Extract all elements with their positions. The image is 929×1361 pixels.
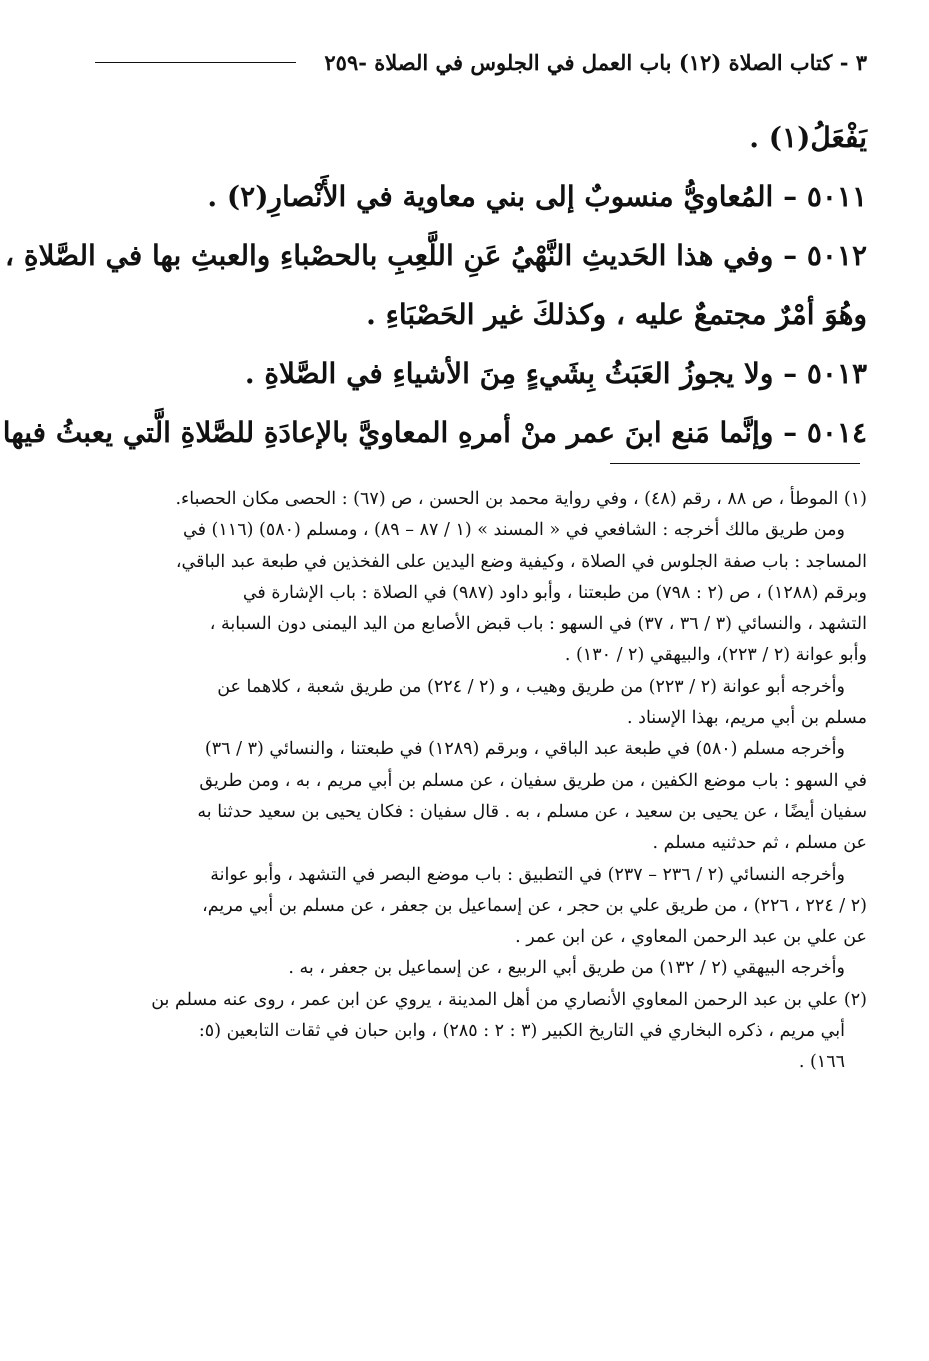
running-header (95, 42, 867, 82)
footnote-2-line: ١٦٦) . (798, 1052, 845, 1073)
footnote-1-line: وأخرجه النسائي (٢ / ٢٣٦ – ٢٣٧) في التطبيق : باب موضع البصر في التشهد ، وأبو عوانة (210, 864, 845, 885)
header-title: ٣ - كتاب الصلاة (١٢) باب العمل في الجلوس في الصلاة -٢٥٩ (324, 49, 867, 75)
footnote-1-line: سفيان أيضًا ، عن يحيى بن سعيد ، عن مسلم ، به . قال سفيان : فكان يحيى بن سعيد حدثنا به (197, 801, 867, 822)
paragraph-5014: ٥٠١٤ – وإنَّما مَنع ابنَ عمر منْ أمرهِ المعاويَّ بالإعادَةِ للصَّلاةِ الَّتي يعبثُ فيها (2, 416, 867, 449)
footnote-1-line: في السهو : باب موضع الكفين ، من طريق سفيان ، عن مسلم بن أبي مريم ، به ، ومن طريق (199, 770, 867, 791)
footnote-1-line: المساجد : باب صفة الجلوس في الصلاة ، وكيفية وضع اليدين على الفخذين في طبعة عبد الباقي، (175, 551, 867, 572)
footnote-1-line: ومن طريق مالك أخرجه : الشافعي في « المسند » (١ / ٨٧ – ٨٩) ، ومسلم (٥٨٠) (١١٦) في (183, 520, 845, 541)
footnote-1-line: (٢ / ٢٢٤ ، ٢٢٦) ، من طريق علي بن حجر ، عن إسماعيل بن جعفر ، عن مسلم بن أبي مريم، (202, 895, 867, 916)
paragraph-5013: ٥٠١٣ – ولا يجوزُ العَبَثُ بِشَيءٍ مِنَ الأشياءِ في الصَّلاةِ . (244, 357, 867, 390)
header-rule (95, 62, 296, 63)
footnote-2-line: (٢) علي بن عبد الرحمن المعاوي الأنصاري من أهل المدينة ، يروي عن ابن عمر ، روى عنه مسلم بن (151, 989, 867, 1010)
footnote-separator (610, 463, 860, 464)
footnotes (80, 484, 867, 1079)
footnote-1-line: عن مسلم ، ثم حدثنيه مسلم . (652, 833, 867, 854)
footnote-2-line: أبي مريم ، ذكره البخاري في التاريخ الكبير (٣ : ٢ : ٢٨٥) ، وابن حبان في ثقات التابعين (٥: (198, 1021, 845, 1042)
footnote-1-line: وبرقم (١٢٨٨) ، ص (٢ : ٧٩٨) من طبعتنا ، وأبو داود (٩٨٧) في الصلاة : باب الإشارة في (242, 582, 867, 603)
footnote-1-line: وأبو عوانة (٢ / ٢٢٣)، والبيهقي (٢ / ١٣٠) . (564, 645, 867, 666)
main-line: يَفْعَلُ(١) . (749, 121, 867, 154)
footnote-1-line: وأخرجه البيهقي (٢ / ١٣٢) من طريق أبي الربيع ، عن إسماعيل بن جعفر ، به . (288, 958, 845, 979)
footnote-1-line: وأخرجه أبو عوانة (٢ / ٢٢٣) من طريق وهيب ، و (٢ / ٢٢٤) من طريق شعبة ، كلاهما عن (217, 676, 845, 697)
footnote-1-line: (١) الموطأ ، ص ٨٨ ، رقم (٤٨) ، وفي رواية محمد بن الحسن ، ص (٦٧) : الحصى مكان الحصباء. (175, 489, 867, 509)
footnote-1-line: عن علي بن عبد الرحمن المعاوي ، عن ابن عمر . (515, 927, 867, 948)
footnote-1-line: مسلم بن أبي مريم، بهذا الإسناد . (627, 708, 867, 729)
paragraph-5011: ٥٠١١ – المُعاويُّ منسوبٌ إلى بني معاوية في الأَنْصارِ(٢) . (207, 180, 867, 213)
paragraph-5012-cont: وهُوَ أمْرٌ مجتمعٌ عليه ، وكذلكَ غير الحَصْبَاءِ . (366, 298, 867, 331)
footnote-1-line: التشهد ، والنسائي (٣ / ٣٦ ، ٣٧) في السهو : باب قبض الأصابع من اليد اليمنى دون السبابة ، (209, 614, 867, 635)
main-text (2, 108, 867, 462)
paragraph-5012: ٥٠١٢ – وفي هذا الحَديثِ النَّهْيُ عَنِ اللَّعِبِ بالحصْباءِ والعبثِ بها في الصَّلاةِ ، (5, 239, 867, 272)
footnote-1-line: وأخرجه مسلم (٥٨٠) في طبعة عبد الباقي ، وبرقم (١٢٨٩) في طبعتنا ، والنسائي (٣ / ٣٦) (204, 739, 845, 760)
